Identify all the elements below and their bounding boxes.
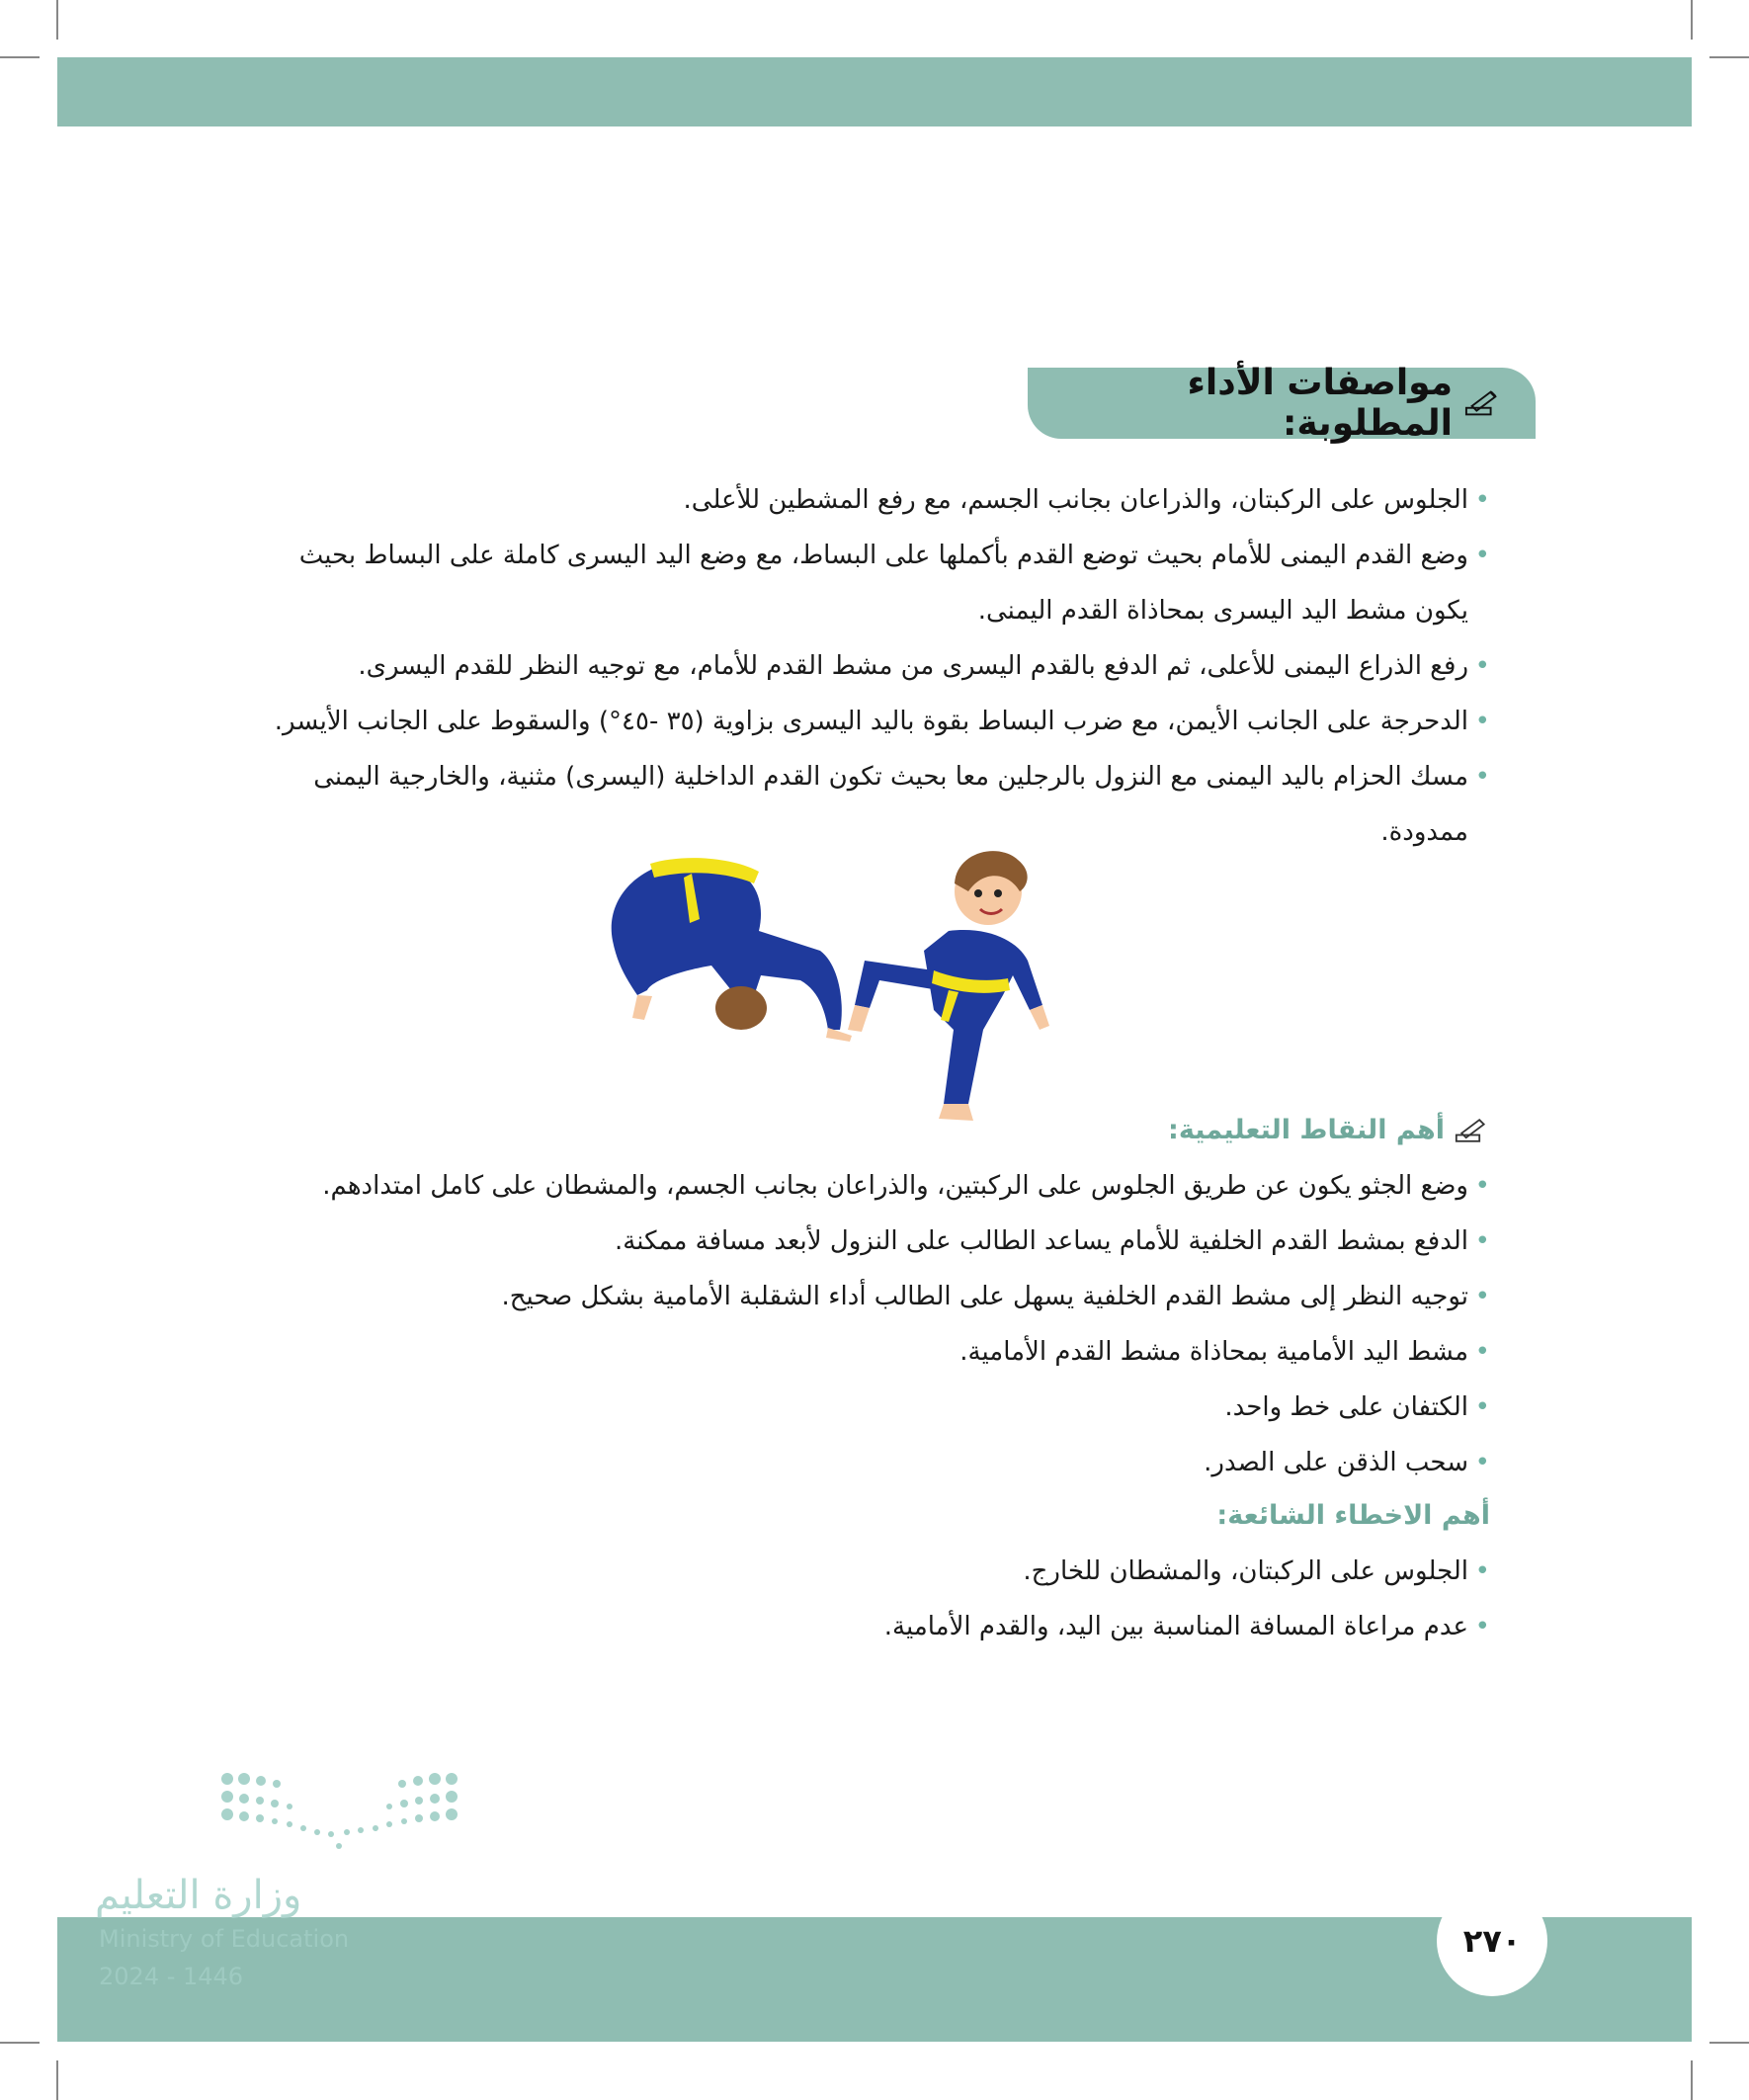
teaching-points-heading xyxy=(1168,1115,1490,1145)
list-item: • توجيه النظر إلى مشط القدم الخلفية يسهل على الطالب أداء الشقلبة الأمامية بشكل صحيح. xyxy=(265,1269,1490,1324)
teaching-points-title: أهم النقاط التعليمية: xyxy=(1168,1115,1445,1145)
list-item: • وضع القدم اليمنى للأمام بحيث توضع القدم بأكملها على البساط، مع وضع اليد اليسرى كاملة على البساط بحيث يكون مشط اليد اليسرى بمحاذاة القدم اليمنى. xyxy=(265,528,1490,638)
crop-mark xyxy=(56,2060,58,2100)
pencil-writing-icon xyxy=(1455,1117,1490,1144)
list-item: • الكتفان على خط واحد. xyxy=(265,1380,1490,1435)
judo-roll-illustration xyxy=(593,832,1166,1129)
crop-mark xyxy=(1691,2060,1693,2100)
common-mistakes-title: أهم الاخطاء الشائعة: xyxy=(1216,1500,1490,1531)
bent-over-judoka-figure xyxy=(612,858,852,1042)
crop-mark xyxy=(1709,56,1749,58)
list-item: • مشط اليد الأمامية بمحاذاة مشط القدم الأمامية. xyxy=(265,1324,1490,1380)
common-mistakes-list xyxy=(265,1544,1490,1654)
crop-mark xyxy=(56,0,58,40)
section-header xyxy=(1028,363,1536,444)
list-item: • مسك الحزام باليد اليمنى مع النزول بالرجلين معا بحيث تكون القدم الداخلية (اليسرى) مثنية، والخارجية اليمنى ممدودة. xyxy=(265,749,1490,860)
crop-mark xyxy=(0,2042,40,2044)
list-item: • الدحرجة على الجانب الأيمن، مع ضرب البساط بقوة باليد اليسرى بزاوية (٣٥ -٤٥°) والسقوط على الجانب الأيسر. xyxy=(265,694,1490,749)
crop-mark xyxy=(1691,0,1693,40)
list-item: • الجلوس على الركبتان، والذراعان بجانب الجسم، مع رفع المشطين للأعلى. xyxy=(265,472,1490,528)
ministry-name-english: Ministry of Education xyxy=(99,1925,350,1953)
section-title: مواصفات الأداء المطلوبة: xyxy=(1187,363,1454,444)
page-number: ٢٧٠ xyxy=(1462,1922,1522,1960)
standing-judoka-figure xyxy=(848,851,1049,1121)
pencil-writing-icon xyxy=(1464,388,1502,418)
teaching-points-list xyxy=(265,1158,1490,1490)
list-item: • سحب الذقن على الصدر. xyxy=(265,1435,1490,1490)
top-header-band xyxy=(57,57,1692,126)
crop-mark xyxy=(1709,2042,1749,2044)
performance-list xyxy=(265,472,1490,860)
list-item: • الدفع بمشط القدم الخلفية للأمام يساعد الطالب على النزول لأبعد مسافة ممكنة. xyxy=(265,1214,1490,1269)
ministry-year: 2024 - 1446 xyxy=(99,1963,244,1990)
crop-mark xyxy=(0,56,40,58)
list-item: • الجلوس على الركبتان، والمشطان للخارج. xyxy=(265,1544,1490,1599)
list-item: • رفع الذراع اليمنى للأعلى، ثم الدفع بالقدم اليسرى من مشط القدم للأمام، مع توجيه النظر للقدم اليسرى. xyxy=(265,638,1490,694)
list-item: • عدم مراعاة المسافة المناسبة بين اليد، والقدم الأمامية. xyxy=(265,1599,1490,1654)
page-number-badge xyxy=(1437,1886,1547,1996)
list-item: • وضع الجثو يكون عن طريق الجلوس على الركبتين، والذراعان بجانب الجسم، والمشطان على كامل امتدادهم. xyxy=(265,1158,1490,1214)
common-mistakes-heading xyxy=(1216,1500,1490,1531)
ministry-name-arabic: وزارة التعليم xyxy=(95,1873,302,1918)
